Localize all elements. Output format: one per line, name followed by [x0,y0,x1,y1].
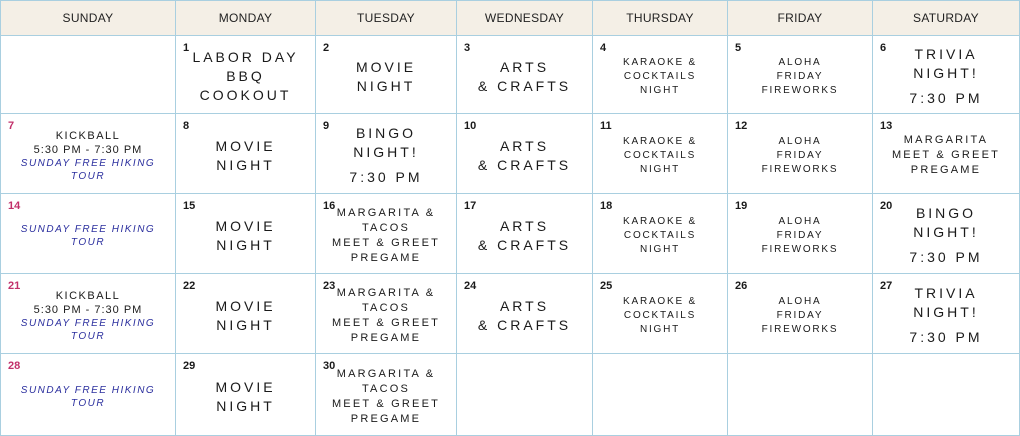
day-cell[interactable] [176,194,316,274]
event-line: ARTS [499,137,550,154]
event-text [176,194,315,273]
event-line: BINGO [355,125,417,141]
event-line: MEET & GREET [331,316,441,329]
day-cell[interactable] [0,114,176,194]
day-number: 27 [880,280,893,292]
day-number: 3 [464,42,471,54]
day-cell[interactable] [873,274,1020,354]
event-line: BBQ [226,68,265,84]
event-line: ARTS [499,217,550,234]
event-line: MEET & GREET [331,397,441,410]
event-line: MARGARITA & [336,367,436,380]
event-line: NIGHT! [913,304,979,320]
event-text [593,194,727,273]
week-row [0,354,1020,436]
event-line: MARGARITA & [336,206,436,219]
event-line: KICKBALL [55,129,121,142]
day-cell[interactable] [593,36,728,114]
week-row [0,194,1020,274]
event-line: MOVIE [215,137,276,154]
day-number: 9 [323,120,330,132]
event-line: ALOHA [778,295,822,307]
event-line: TACOS [361,221,411,234]
event-text [316,194,456,273]
day-number: 30 [323,360,336,372]
day-cell[interactable] [593,194,728,274]
day-cell[interactable] [316,36,457,114]
event-line: 7:30 PM [909,329,983,345]
weekday-wednesday: WEDNESDAY [457,0,593,36]
day-number: 24 [464,280,477,292]
event-line: PREGAME [910,164,982,176]
day-cell[interactable] [316,194,457,274]
day-number: 20 [880,200,893,212]
weekday-friday: FRIDAY [728,0,873,36]
empty-day-cell [0,36,176,114]
day-cell[interactable] [457,114,593,194]
day-number: 29 [183,360,196,372]
event-text [316,114,456,193]
day-cell[interactable] [176,36,316,114]
event-line: PREGAME [350,331,422,344]
event-text [873,36,1019,113]
event-line: KARAOKE & [623,295,697,307]
event-line: KARAOKE & [623,215,697,227]
event-text [457,36,592,113]
week-row [0,114,1020,194]
day-number: 8 [183,120,190,132]
day-number: 18 [600,200,613,212]
event-line: NIGHT [216,397,275,414]
event-line: & CRAFTS [477,77,572,94]
day-cell[interactable] [0,274,176,354]
event-line: TACOS [361,301,411,314]
event-text [728,274,872,353]
event-line: MEET & GREET [331,236,441,249]
event-line: NIGHT [216,316,275,333]
event-line: COCKTAILS [623,229,697,241]
day-cell[interactable] [457,36,593,114]
event-line: PREGAME [350,412,422,425]
weekday-sunday: SUNDAY [0,0,176,36]
event-line: FRIDAY [776,309,824,321]
day-cell[interactable] [457,194,593,274]
day-cell[interactable] [593,114,728,194]
day-number: 2 [323,42,330,54]
event-line: SUNDAY FREE HIKING [20,157,156,169]
event-line: NIGHT! [913,65,979,81]
event-line: PREGAME [350,251,422,264]
event-line: FIREWORKS [761,243,839,255]
event-line: MEET & GREET [891,149,1001,161]
day-number: 17 [464,200,477,212]
event-line: & CRAFTS [477,316,572,333]
day-cell[interactable] [728,36,873,114]
event-line: KICKBALL [55,289,121,302]
day-cell[interactable] [593,274,728,354]
empty-day-cell [457,354,593,436]
day-number: 11 [600,120,612,132]
event-text [1,194,175,273]
event-line: TOUR [70,236,106,248]
event-text [176,114,315,193]
event-line: 7:30 PM [349,169,423,185]
weekday-thursday: THURSDAY [593,0,728,36]
event-line: TOUR [70,170,106,182]
event-line: FIREWORKS [761,323,839,335]
event-line: TRIVIA [914,46,978,62]
event-line: FRIDAY [776,70,824,82]
event-line: FIREWORKS [761,84,839,96]
day-number: 13 [880,120,893,132]
event-line: FRIDAY [776,149,824,161]
event-text [316,354,456,435]
event-line: FIREWORKS [761,163,839,175]
event-line: TRIVIA [914,285,978,301]
event-line: COCKTAILS [623,70,697,82]
day-cell[interactable] [176,354,316,436]
event-text [728,194,872,273]
event-line: MARGARITA & [336,286,436,299]
event-line: COCKTAILS [623,149,697,161]
day-cell[interactable] [873,194,1020,274]
event-text [1,274,175,353]
event-line: COOKOUT [199,87,292,103]
event-text [1,354,175,435]
calendar-grid [0,36,1020,436]
event-text [457,194,592,273]
week-row [0,36,1020,114]
event-text [316,274,456,353]
event-line: 5:30 PM - 7:30 PM [33,143,143,156]
day-number: 4 [600,42,607,54]
day-cell[interactable] [316,114,457,194]
event-text [728,114,872,193]
day-cell[interactable] [728,274,873,354]
event-line: 7:30 PM [909,90,983,106]
day-cell[interactable] [316,274,457,354]
day-cell[interactable] [0,354,176,436]
event-line: MOVIE [215,217,276,234]
event-line: NIGHT [216,156,275,173]
day-number: 28 [8,360,21,372]
event-line: KARAOKE & [623,135,697,147]
day-cell[interactable] [873,114,1020,194]
event-text [873,114,1019,193]
event-line: NIGHT [639,323,681,335]
event-line: ALOHA [778,215,822,227]
event-text [457,274,592,353]
event-line: TOUR [70,330,106,342]
event-line: 7:30 PM [909,249,983,265]
weekday-tuesday: TUESDAY [316,0,457,36]
event-line: SUNDAY FREE HIKING [20,384,156,396]
empty-day-cell [728,354,873,436]
event-line: NIGHT [639,84,681,96]
event-text [593,36,727,113]
day-cell[interactable] [873,36,1020,114]
event-line: MOVIE [355,58,417,75]
day-number: 1 [183,42,190,54]
event-text [176,36,315,113]
event-line: TACOS [361,382,411,395]
event-line: SUNDAY FREE HIKING [20,223,156,235]
event-line: FRIDAY [776,229,824,241]
event-line: NIGHT [216,236,275,253]
day-cell[interactable] [728,194,873,274]
day-number: 5 [735,42,742,54]
event-text [593,114,727,193]
day-number: 7 [8,120,15,132]
event-line: & CRAFTS [477,156,572,173]
day-cell[interactable] [0,194,176,274]
empty-day-cell [593,354,728,436]
day-number: 25 [600,280,613,292]
day-number: 12 [735,120,748,132]
day-number: 21 [8,280,21,292]
weekday-monday: MONDAY [176,0,316,36]
day-number: 23 [323,280,336,292]
day-number: 16 [323,200,336,212]
event-line: ALOHA [778,56,822,68]
event-line: MARGARITA [903,134,989,146]
empty-day-cell [873,354,1020,436]
day-number: 10 [464,120,477,132]
day-cell[interactable] [176,274,316,354]
event-text [176,354,315,435]
event-line: NIGHT [639,243,681,255]
weekday-header [0,0,1020,36]
event-text [873,274,1019,353]
event-line: 5:30 PM - 7:30 PM [33,303,143,316]
event-line: & CRAFTS [477,236,572,253]
event-line: ARTS [499,297,550,314]
event-line: NIGHT [639,163,681,175]
event-line: COCKTAILS [623,309,697,321]
weekday-saturday: SATURDAY [873,0,1020,36]
event-text [176,274,315,353]
event-line: SUNDAY FREE HIKING [20,317,156,329]
event-line: NIGHT! [913,224,979,240]
event-line: ALOHA [778,135,822,147]
day-number: 22 [183,280,196,292]
event-line: TOUR [70,397,106,409]
event-text [593,274,727,353]
event-line: NIGHT [356,77,416,94]
event-text [457,114,592,193]
event-line: ARTS [499,58,550,75]
event-line: BINGO [915,205,977,221]
day-cell[interactable] [728,114,873,194]
event-text [1,114,175,193]
event-line: NIGHT! [353,144,419,160]
event-text [873,194,1019,273]
day-number: 6 [880,42,887,54]
day-cell[interactable] [176,114,316,194]
day-cell[interactable] [316,354,457,436]
day-number: 26 [735,280,748,292]
week-row [0,274,1020,354]
day-number: 15 [183,200,196,212]
event-line: MOVIE [215,297,276,314]
day-number: 14 [8,200,21,212]
day-cell[interactable] [457,274,593,354]
event-line: KARAOKE & [623,56,697,68]
event-text [316,36,456,113]
day-number: 19 [735,200,748,212]
event-line: LABOR DAY [192,49,299,65]
event-text [728,36,872,113]
event-line: MOVIE [215,378,276,395]
